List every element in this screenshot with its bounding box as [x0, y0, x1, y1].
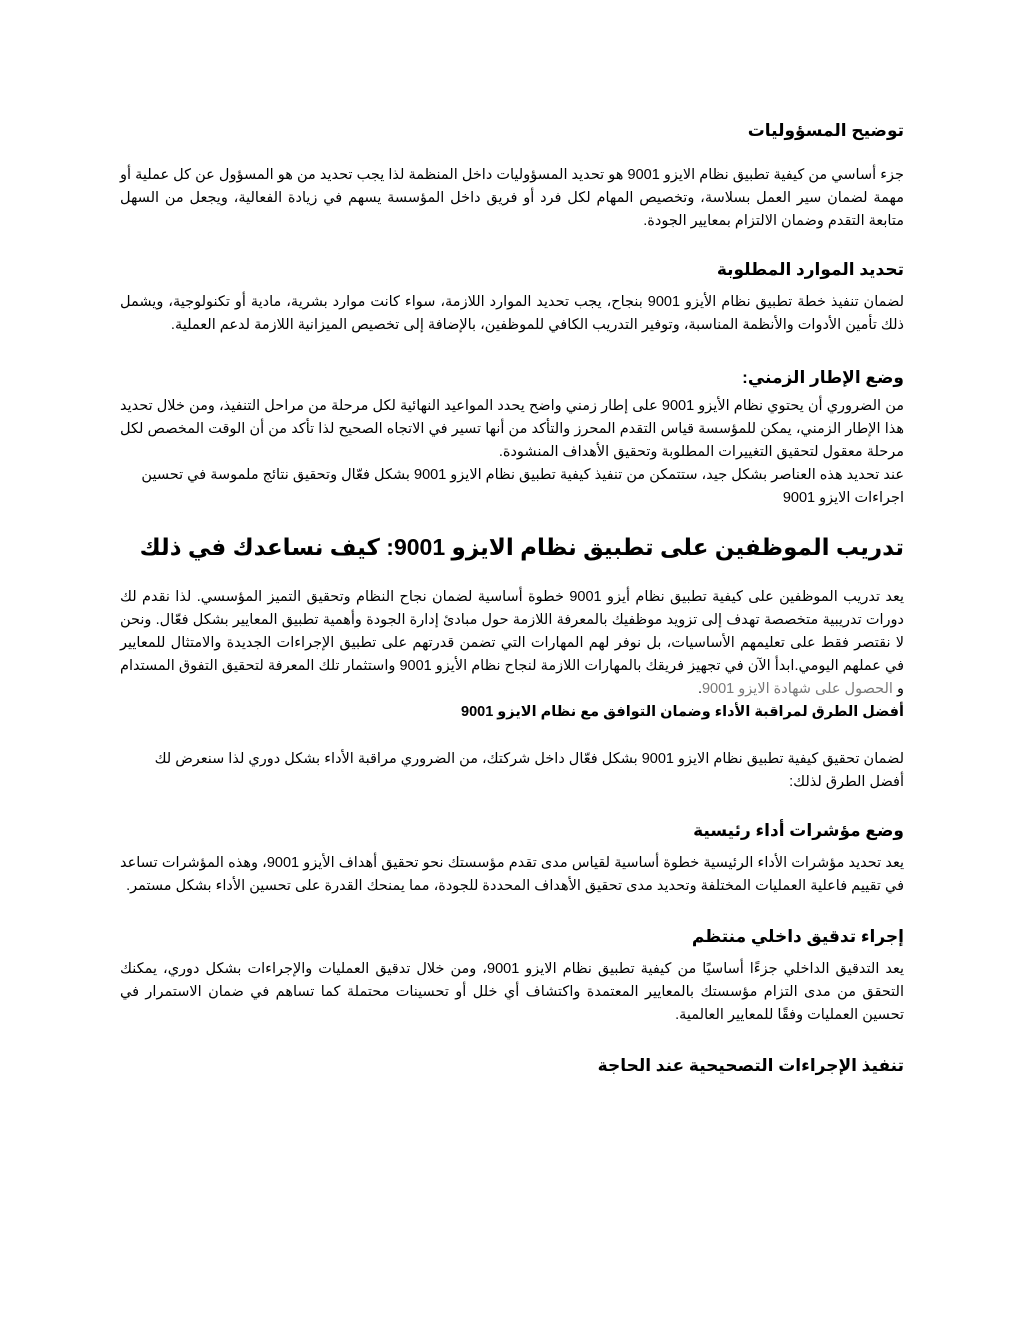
subsection-body-kpi: يعد تحديد مؤشرات الأداء الرئيسية خطوة أساسية لقياس مدى تقدم مؤسستك نحو تحقيق أهداف الأيزو 9001، وهذه المؤشرات تساعد في تقييم فاعلية العمليات المختلفة وتحديد مدى تحقيق الأهداف المحددة للجودة، مما يمنحك القدرة على تحسين الأداء بشكل مستمر.	[120, 855, 904, 894]
training-text: يعد تدريب الموظفين على كيفية تطبيق نظام أيزو 9001 خطوة أساسية لضمان نجاح النظام وتحقيق التميز المؤسسي. لذا نقدم لك دورات تدريبية متخصصة تهدف إلى تزويد موظفيك بالمعرفة اللازمة حول مبادئ إدارة الجودة وأهمية تطبيق المعايير بشكل فعّال. ونحن لا نقتصر فقط على تعليمهم الأساسيات، بل نوفر لهم المهارات التي تضمن قدرتهم على تطبيق الإجراءات الجديدة والامتثال للمعايير في عملهم اليومي.ابدأ الآن في تجهيز فريقك بالمهارات اللازمة لنجاح نظام الأيزو 9001 واستثمار تلك المعرفة لتحقيق التفوق المستدام و	[120, 589, 904, 697]
section-body-responsibilities: جزء أساسي من كيفية تطبيق نظام الايزو 9001 هو تحديد المسؤوليات داخل المنظمة لذا يجب تحديد من هو المسؤول عن كل عملية أو مهمة لضمان سير العمل بسلاسة، وتخصيص المهام لكل فرد أو فريق داخل المؤسسة يسهم في زيادة الفعالية، ويجعل من السهل متابعة التقدم وضمان الالتزام بمعايير الجودة.	[120, 167, 904, 229]
section-body-timeline-summary: عند تحديد هذه العناصر بشكل جيد، ستتمكن من تنفيذ كيفية تطبيق نظام الايزو 9001 بشكل فعّال وتحقيق نتائج ملموسة في تحسين اجراءات الايزو 9001	[141, 467, 904, 506]
monitoring-intro: لضمان تحقيق كيفية تطبيق نظام الايزو 9001 بشكل فعّال داخل شركتك، من الضروري مراقبة الأداء بشكل دوري لذا سنعرض لك أفضل الطرق لذلك:	[154, 751, 904, 790]
section-heading-responsibilities: توضيح المسؤوليات	[747, 121, 904, 140]
subsection-heading-audit: إجراء تدقيق داخلي منتظم	[691, 927, 904, 946]
section-body-resources: لضمان تنفيذ خطة تطبيق نظام الأيزو 9001 بنجاح، يجب تحديد الموارد اللازمة، سواء كانت موارد بشرية، مادية أو تكنولوجية، ويشمل ذلك تأمين الأدوات والأنظمة المناسبة، وتوفير التدريب الكافي للموظفين، بالإضافة إلى تخصيص الميزانية اللازمة لدعم العملية.	[120, 294, 904, 333]
training-body	[120, 586, 904, 701]
subsection-heading-corrective: تنفيذ الإجراءات التصحيحية عند الحاجة	[597, 1056, 904, 1075]
section-heading-resources: تحديد الموارد المطلوبة	[716, 260, 904, 279]
monitoring-bold-heading: أفضل الطرق لمراقبة الأداء وضمان التوافق مع نظام الايزو 9001	[461, 704, 904, 720]
certificate-link[interactable]: الحصول على شهادة الايزو 9001	[701, 681, 893, 697]
training-end: .	[697, 681, 702, 697]
subsection-heading-kpi: وضع مؤشرات أداء رئيسية	[693, 821, 904, 840]
subsection-body-audit: يعد التدقيق الداخلي جزءًا أساسيًا من كيفية تطبيق نظام الايزو 9001، ومن خلال تدقيق العمليات والإجراءات بشكل دوري، يمكنك التحقق من مدى التزام مؤسستك بالمعايير المعتمدة واكتشاف أي خلل أو تحسينات محتملة كما تساهم في ضمان الاستمرار في تحسين العمليات وفقًا للمعايير العالمية.	[120, 961, 904, 1023]
section-body-timeline: من الضروري أن يحتوي نظام الأيزو 9001 على إطار زمني واضح يحدد المواعيد النهائية لكل مرحلة من مراحل التنفيذ، ومن خلال تحديد هذا الإطار الزمني، يمكن للمؤسسة قياس التقدم المحرز والتأكد من أنها تسير في الاتجاه الصحيح لذا تأكد من أن الوقت المخصص لكل مرحلة معقول لتحقيق التغييرات المطلوبة وتحقيق الأهداف المنشودة.	[120, 398, 905, 460]
main-heading-training: تدريب الموظفين على تطبيق نظام الايزو 9001: كيف نساعدك في ذلك	[139, 534, 904, 560]
section-heading-timeline: وضع الإطار الزمني:	[742, 368, 904, 387]
